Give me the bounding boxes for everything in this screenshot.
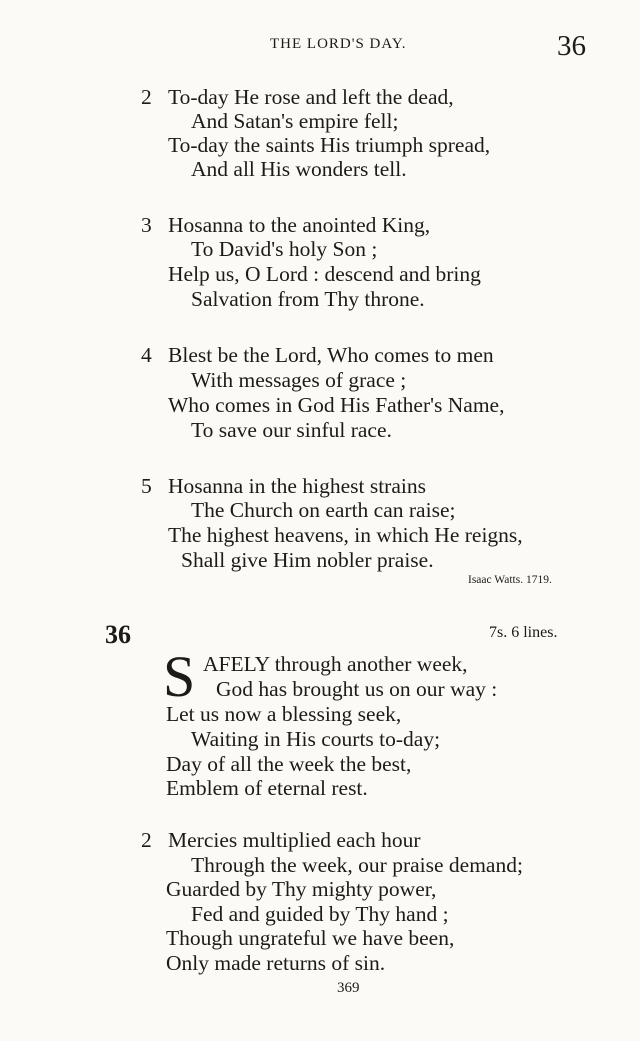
verse-line: Day of all the week the best, — [166, 752, 412, 776]
verse-number: 5 — [141, 474, 152, 498]
author-attribution: Isaac Watts. 1719. — [468, 574, 552, 586]
verse-line: To-day He rose and left the dead, — [168, 85, 454, 109]
verse-line: Through the week, our praise demand; — [191, 853, 523, 877]
verse-line: Blest be the Lord, Who comes to men — [168, 343, 494, 367]
hymn-meter: 7s. 6 lines. — [489, 624, 558, 641]
verse-line: To save our sinful race. — [191, 418, 392, 442]
verse-line: Help us, O Lord : descend and bring — [168, 262, 481, 286]
running-header-page-number: 36 — [557, 30, 586, 62]
verse-line: The Church on earth can raise; — [191, 498, 456, 522]
verse-line: With messages of grace ; — [191, 368, 407, 392]
verse-line: To David's holy Son ; — [191, 237, 378, 261]
verse-line: Though ungrateful we have been, — [166, 926, 455, 950]
footer-page-number: 369 — [337, 980, 360, 996]
verse-line: Hosanna to the anointed King, — [168, 213, 431, 237]
verse-line: To-day the saints His triumph spread, — [168, 133, 491, 157]
verse-line: Only made returns of sin. — [166, 951, 386, 975]
verse-line: And Satan's empire fell; — [191, 109, 399, 133]
verse-line: Who comes in God His Father's Name, — [168, 393, 505, 417]
hymn-number: 36 — [105, 620, 131, 649]
verse-line: Emblem of eternal rest. — [166, 776, 368, 800]
verse-line: Let us now a blessing seek, — [166, 702, 402, 726]
running-header-title: THE LORD'S DAY. — [270, 36, 407, 52]
verse-number: 3 — [141, 213, 152, 237]
verse-number: 2 — [141, 828, 152, 852]
verse-line: God has brought us on our way : — [216, 677, 498, 701]
verse-line: Hosanna in the highest strains — [168, 474, 426, 498]
verse-line: Shall give Him nobler praise. — [181, 548, 434, 572]
verse-line: And all His wonders tell. — [191, 157, 407, 181]
verse-number: 4 — [141, 343, 152, 367]
verse-line: Salvation from Thy throne. — [191, 287, 425, 311]
verse-number: 2 — [141, 85, 152, 109]
verse-line: Mercies multiplied each hour — [168, 828, 421, 852]
verse-line: Fed and guided by Thy hand ; — [191, 902, 449, 926]
verse-line: The highest heavens, in which He reigns, — [168, 523, 523, 547]
verse-line: AFELY through another week, — [203, 652, 468, 676]
verse-line: Waiting in His courts to-day; — [191, 727, 441, 751]
verse-line: Guarded by Thy mighty power, — [166, 877, 437, 901]
drop-cap: S — [163, 644, 196, 709]
